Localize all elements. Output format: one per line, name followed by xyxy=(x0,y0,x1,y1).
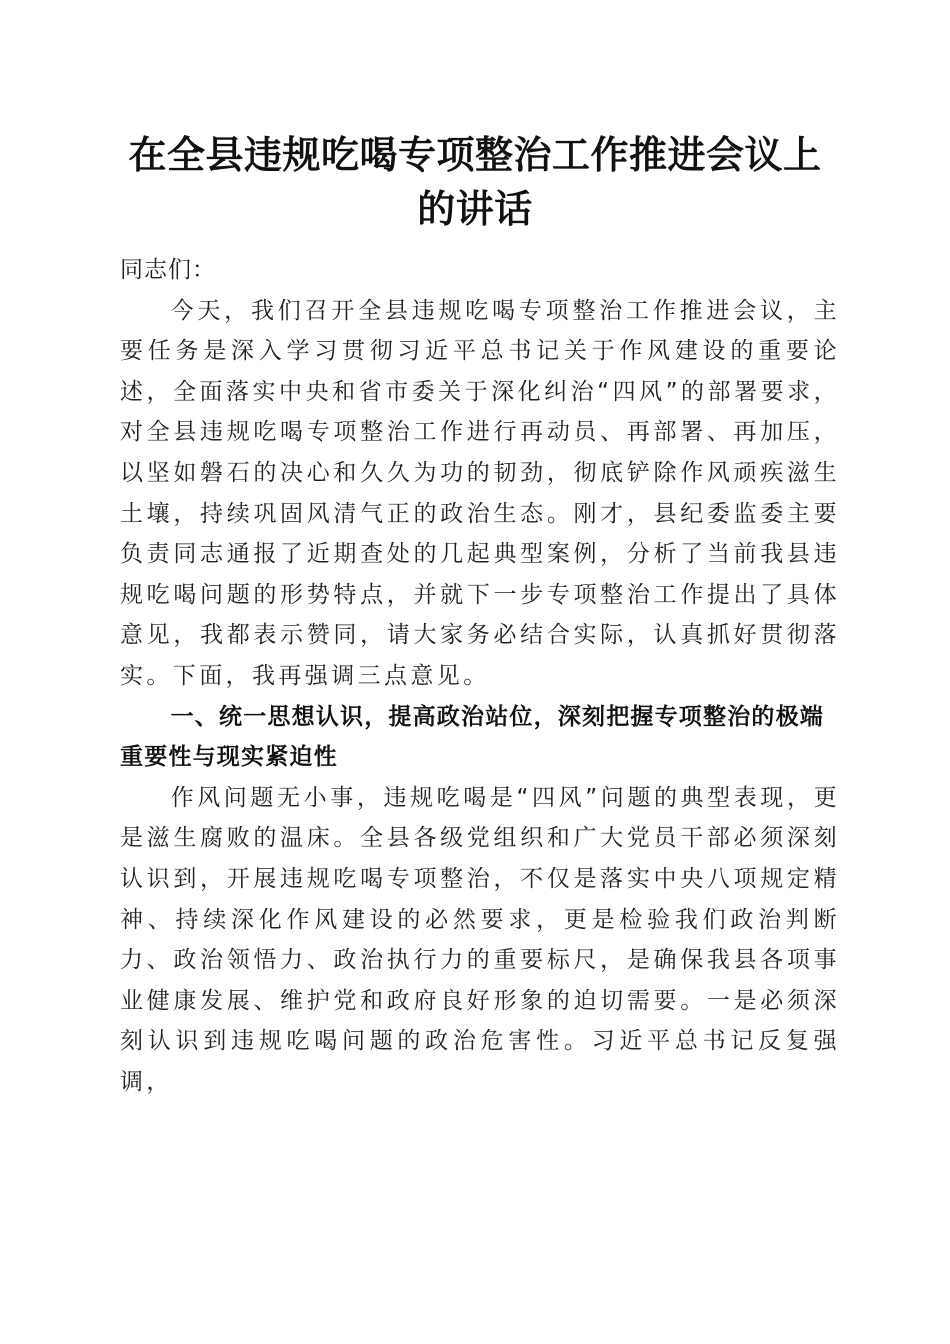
intro-paragraph: 今天，我们召开全县违规吃喝专项整治工作推进会议，主要任务是深入学习贯彻习近平总书记关于作风建设的重要论述，全面落实中央和省市委关于深化纠治“四风”的部署要求，对全县违规吃喝专项整治工作进行再动员、再部署、再加压，以坚如磐石的决心和久久为功的韧劲，彻底铲除作风顽疾滋生土壤，持续巩固风清气正的政治生态。刚才，县纪委监委主要负责同志通报了近期查处的几起典型案例，分析了当前我县违规吃喝问题的形势特点，并就下一步专项整治工作提出了具体意见，我都表示赞同，请大家务必结合实际，认真抓好贯彻落实。下面，我再强调三点意见。 xyxy=(120,297,840,689)
document-body xyxy=(120,250,840,1102)
document-title: 在全县违规吃喝专项整治工作推进会议上的讲话 xyxy=(128,132,822,231)
section-1-paragraph: 作风问题无小事，违规吃喝是“四风”问题的典型表现，更是滋生腐败的温床。全县各级党组织和广大党员干部必须深刻认识到，开展违规吃喝专项整治，不仅是落实中央八项规定精神、持续深化作风建设的必然要求，更是检验我们政治判断力、政治领悟力、政治执行力的重要标尺，是确保我县各项事业健康发展、维护党和政府良好形象的迫切需要。一是必须深刻认识到违规吃喝问题的政治危害性。习近平总书记反复强调， xyxy=(120,784,840,1095)
section-1-heading: 一、统一思想认识，提高政治站位，深刻把握专项整治的极端重要性与现实紧迫性 xyxy=(120,703,824,771)
salutation: 同志们： xyxy=(120,257,216,283)
